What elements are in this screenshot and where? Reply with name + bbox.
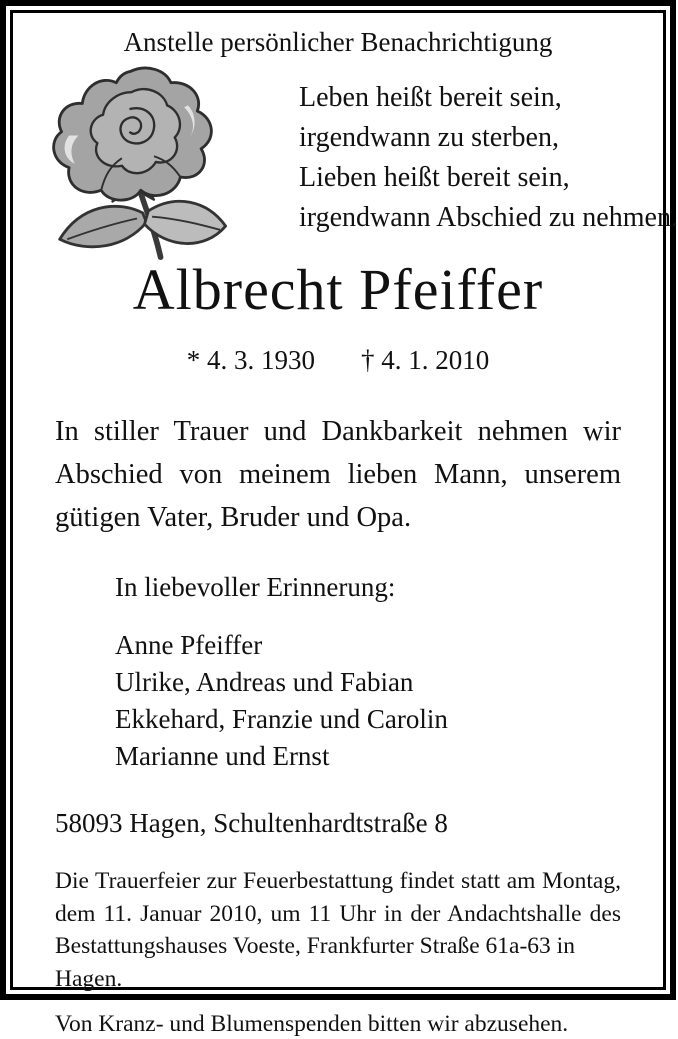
poem-line: irgendwann zu sterben, [299,122,559,153]
mourner-name: Ekkehard, Franzie und Carolin [115,704,448,734]
mourner-name: Ulrike, Andreas und Fabian [115,667,414,697]
tribute-paragraph [55,410,621,539]
mourners-list [115,627,663,775]
tribute-line: gütigen Vater, Bruder und Opa. [55,502,412,533]
poem-line: Leben heißt bereit sein, [299,82,562,113]
funeral-line: Die Trauerfeier zur Feuerbestattung findet statt am Montag, [55,868,621,894]
remembrance-heading: In liebevoller Erinnerung: [115,572,396,602]
funeral-line: dem 11. Januar 2010, um 11 Uhr in der Andachtshalle des [55,900,621,927]
rose-icon [39,62,235,260]
funeral-line: Bestattungshauses Voeste, Frankfurter Straße 61a-63 in Hagen. [55,933,575,992]
life-dates [13,344,663,376]
tribute-line: Abschied von meinem lieben Mann, unserem [55,459,621,490]
address-line: 58093 Hagen, Schultenhardtstraße 8 [55,808,448,838]
donation-note: Von Kranz- und Blumenspenden bitten wir abzusehen. [55,1011,569,1037]
tribute-line: In stiller Trauer und Dankbarkeit nehmen wir [55,416,621,447]
mourner-name: Marianne und Ernst [115,741,330,771]
birth-date: * 4. 3. 1930 [186,345,315,375]
poem-line: irgendwann Abschied zu nehmen. [299,202,678,233]
obituary-inner-frame [10,10,678,1037]
mourner-name: Anne Pfeiffer [115,630,263,660]
deceased-name: Albrecht Pfeiffer [132,257,544,322]
death-date: † 4. 1. 2010 [361,345,490,375]
poem-line: Lieben heißt bereit sein, [299,162,570,193]
preamble-text: Anstelle persönlicher Benachrichtigung [123,27,553,57]
funeral-details [55,865,621,995]
rose-and-poem-row [13,62,678,260]
memorial-poem [299,78,678,238]
